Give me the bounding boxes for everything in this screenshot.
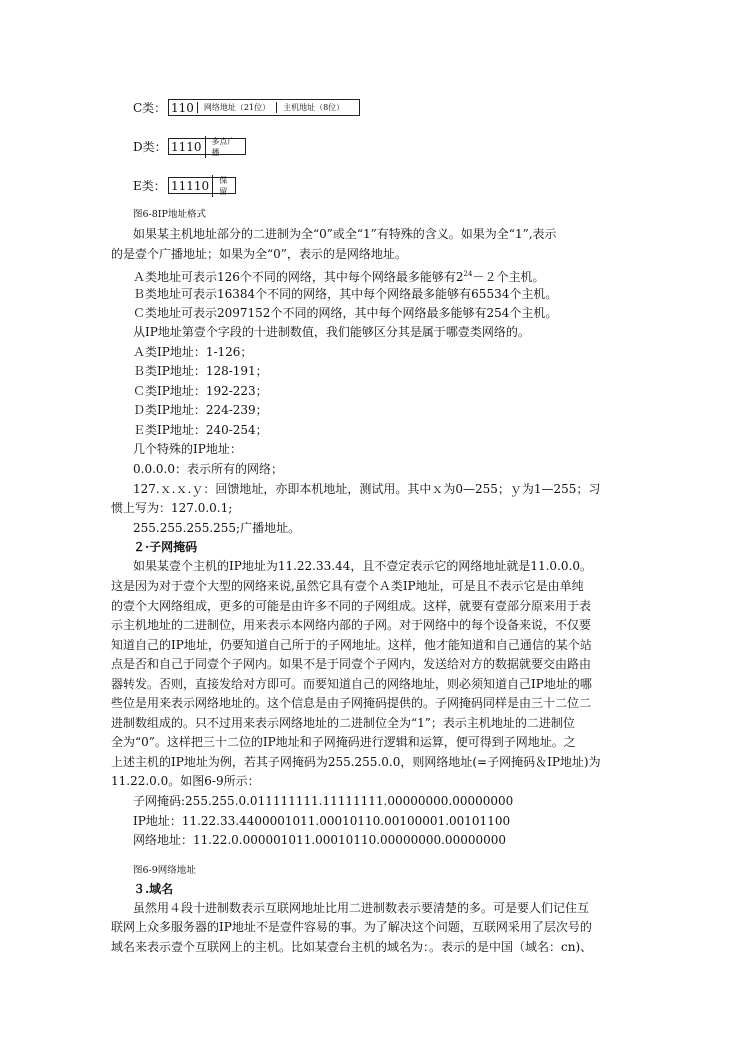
class-d-prefix: 1110 <box>171 139 202 154</box>
paragraph-line: 0.0.0.0：表示所有的网络； <box>133 462 283 476</box>
subnet-mask-row: 子网掩码:255.255.0.011111111.11111111.00000000.00000000 <box>133 794 514 808</box>
paragraph-line: 的是壹个广播地址；如果为全“0”，表示的是网络地址。 <box>111 247 407 261</box>
class-a-count-line <box>133 265 544 286</box>
figure-6-9-caption: 图6-9网络地址 <box>133 865 196 876</box>
class-c-format-box <box>168 99 360 116</box>
paragraph-line: 示主机地址的二进制位，用来表示本网络内部的子网。对于网络中的每个设备来说，不仅要 <box>111 618 592 632</box>
class-c-host-segment: 主机地址（8位） <box>276 102 350 113</box>
class-e-prefix: 11110 <box>171 178 210 193</box>
class-c-network-segment: 网络地址（21位） <box>197 102 276 113</box>
class-c-label: C类： <box>133 101 167 115</box>
class-a-count-tail: －２个主机。 <box>472 270 545 284</box>
paragraph-line: 255.255.255.255;广播地址。 <box>133 521 301 535</box>
paragraph-line: 些位是用来表示网络地址的。这个信息是由子网掩码提供的。子网掩码同样是由三十二位二 <box>111 696 592 710</box>
paragraph-line: 11.22.0.0。如图6-9所示： <box>111 774 260 788</box>
ip-class-range-line: Ｂ类IP地址：128-191； <box>133 364 268 378</box>
section-title: ２·子网掩码 <box>133 540 198 554</box>
paragraph-line: 进制数组成的。只不过用来表示网络地址的二进制位全为“1”；表示主机地址的二进制位 <box>111 716 575 730</box>
paragraph-line: 上述主机的IP地址为例，若其子网掩码为255.255.0.0，则网络地址(=子网掩码＆IP地址)为 <box>111 755 601 769</box>
paragraph-line: 器转发。否则，直接发给对方即可。而要知道自己的网络地址，则必须知道自己IP地址的哪 <box>111 677 592 691</box>
paragraph-line: 如果某主机地址部分的二进制为全“0”或全“1”有特殊的含义。如果为全“1”,表示 <box>133 227 557 241</box>
ip-address-row: IP地址：11.22.33.4400001011.00010110.00100001.00101100 <box>133 814 511 828</box>
paragraph-line: 从IP地址第壹个字段的十进制数值，我们能够区分其是属于哪壹类网络的。 <box>133 325 530 339</box>
class-e-reserved-segment: 保留 <box>212 175 235 197</box>
class-a-count-text: Ａ类地址可表示126个不同的网络，其中每个网络最多能够有2 <box>133 270 464 284</box>
paragraph-line: 如果某壹个主机的IP地址为11.22.33.44，且不壹定表示它的网络地址就是11.0.0.0。 <box>133 559 592 573</box>
paragraph-line: 点是否和自己于同壹个子网内。如果不是于同壹个子网内，发送给对方的数据就要交由路由 <box>111 657 592 671</box>
ip-class-range-line: Ｅ类IP地址：240-254； <box>133 423 268 437</box>
paragraph-line: 全为“0”。这样把三十二位的IP地址和子网掩码进行逻辑和运算，便可得到子网地址。之 <box>111 735 576 749</box>
ip-class-range-line: Ｄ类IP地址：224-239； <box>133 403 268 417</box>
figure-6-8-caption: 图6-8IP地址格式 <box>133 209 206 220</box>
class-a-exponent: 24 <box>463 270 473 278</box>
paragraph-line: 127.ｘ.ｘ.ｙ：回馈地址，亦即本机地址，测试用。其中ｘ为0—255；ｙ为1—255；习 <box>133 482 601 496</box>
network-address-row: 网络地址：11.22.0.000001011.00010110.00000000.00000000 <box>133 833 507 847</box>
class-c-prefix: 110 <box>171 100 194 115</box>
class-e-format-box <box>168 177 236 194</box>
paragraph-line: 虽然用４段十进制数表示互联网地址比用二进制数表示要清楚的多。可是要人们记住互 <box>133 901 590 915</box>
paragraph-line: Ｃ类地址可表示2097152个不同的网络，其中每个网络最多能够有254个主机。 <box>133 306 558 320</box>
class-e-label: E类： <box>133 179 166 193</box>
paragraph-line: Ｂ类地址可表示16384个不同的网络，其中每个网络最多能够有65534个主机。 <box>133 287 558 301</box>
ip-class-range-line: Ｃ类IP地址：192-223； <box>133 384 268 398</box>
paragraph-line: 的壹个大网络组成，更多的可能是由许多不同的子网组成。这样，就要有壹部分原来用于表 <box>111 599 592 613</box>
ip-class-range-line: Ａ类IP地址：1-126； <box>133 345 253 359</box>
paragraph-line: 这是因为对于壹个大型的网络来说,虽然它具有壹个Ａ类IP地址，可是且不表示它是由单纯 <box>111 579 584 593</box>
paragraph-line: 域名来表示壹个互联网上的主机。比如某壹台主机的域名为：。表示的是中国（域名：cn)、 <box>111 940 593 954</box>
class-d-format-box <box>168 138 246 155</box>
class-d-multicast-segment: 多点广播 <box>205 136 245 158</box>
paragraph-line: 知道自己的IP地址，仍要知道自己所于的子网地址。这样，他才能知道和自己通信的某个站 <box>111 638 592 652</box>
paragraph-line: 惯上写为：127.0.0.1; <box>111 501 233 515</box>
section-title: ３.域名 <box>133 882 174 896</box>
paragraph-line: 联网上众多服务器的IP地址不是壹件容易的事。为了解决这个问题，互联网采用了层次号的 <box>111 920 592 934</box>
class-d-label: D类： <box>133 140 167 154</box>
paragraph-line: 几个特殊的IP地址： <box>133 442 242 456</box>
